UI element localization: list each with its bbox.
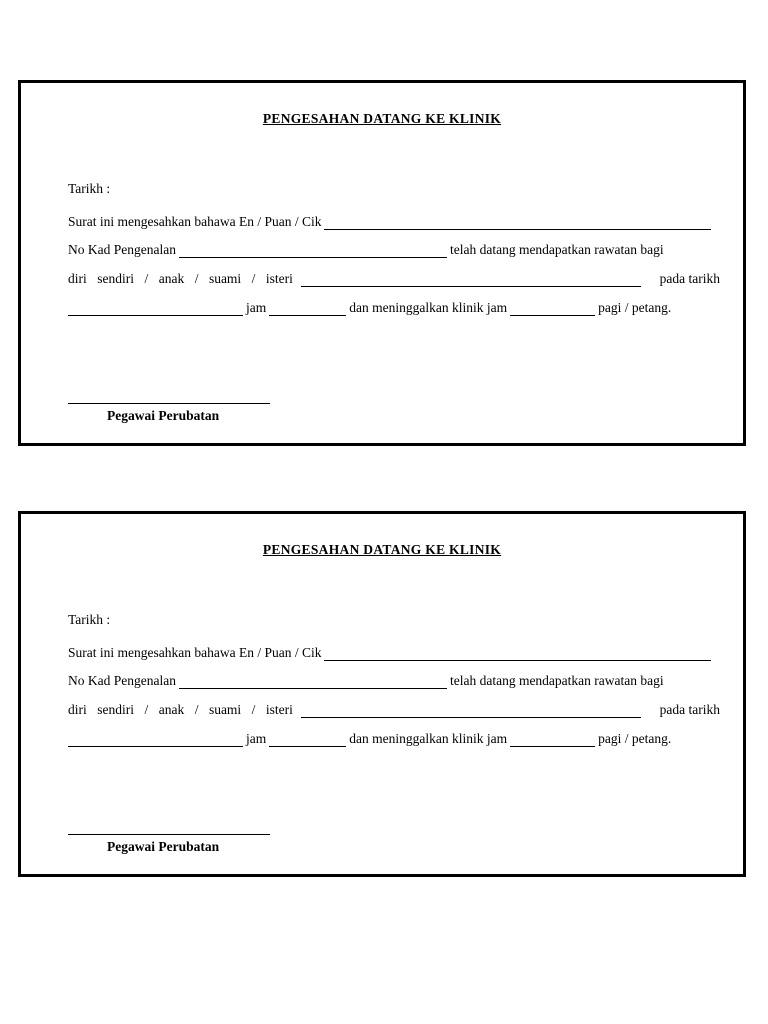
line-4: [68, 299, 720, 316]
signature-line[interactable]: [68, 403, 270, 404]
name-field[interactable]: [324, 647, 711, 661]
line-2-end: telah datang mendapatkan rawatan bagi: [449, 673, 664, 688]
line-3-words: diri sendiri / anak / suami / isteri: [68, 702, 293, 717]
line-4-mid: dan meninggalkan klinik jam: [349, 731, 508, 746]
patient-relation-field[interactable]: [301, 273, 641, 287]
line-1-text: Surat ini mengesahkan bahawa En / Puan / Cik: [68, 645, 322, 660]
tarikh-label: Tarikh :: [68, 181, 111, 196]
line-3: [68, 270, 720, 287]
ic-number-field[interactable]: [179, 675, 447, 689]
date-field[interactable]: [68, 733, 243, 747]
form-title: PENGESAHAN DATANG KE KLINIK: [262, 542, 502, 557]
name-field[interactable]: [324, 216, 711, 230]
line-1: [68, 644, 714, 661]
line-1-text: Surat ini mengesahkan bahawa En / Puan / Cik: [68, 214, 322, 229]
line-4-mid: dan meninggalkan klinik jam: [349, 300, 508, 315]
line-3-end: pada tarikh: [659, 271, 720, 286]
signature-label: Pegawai Perubatan: [107, 839, 220, 854]
date-field[interactable]: [68, 302, 243, 316]
arrival-time-field[interactable]: [269, 302, 346, 316]
tarikh-label: Tarikh :: [68, 612, 111, 627]
line-4: [68, 730, 720, 747]
patient-relation-field[interactable]: [301, 704, 641, 718]
form-card-1: [18, 80, 746, 446]
arrival-time-field[interactable]: [269, 733, 346, 747]
line-4-end: pagi / petang.: [598, 731, 672, 746]
line-2-end: telah datang mendapatkan rawatan bagi: [449, 242, 664, 257]
line-2-start: No Kad Pengenalan: [68, 673, 176, 688]
signature-label: Pegawai Perubatan: [107, 408, 220, 423]
ic-number-field[interactable]: [179, 244, 447, 258]
line-3-words: diri sendiri / anak / suami / isteri: [68, 271, 293, 286]
jam-label: jam: [246, 731, 267, 746]
form-title: PENGESAHAN DATANG KE KLINIK: [262, 111, 502, 126]
signature-line[interactable]: [68, 834, 270, 835]
form-card-2: [18, 511, 746, 877]
departure-time-field[interactable]: [510, 733, 595, 747]
line-2: [68, 672, 720, 689]
line-4-end: pagi / petang.: [598, 300, 672, 315]
line-1: [68, 213, 714, 230]
line-3: [68, 701, 720, 718]
line-3-end: pada tarikh: [659, 702, 720, 717]
jam-label: jam: [246, 300, 267, 315]
line-2-start: No Kad Pengenalan: [68, 242, 176, 257]
line-2: [68, 241, 720, 258]
departure-time-field[interactable]: [510, 302, 595, 316]
